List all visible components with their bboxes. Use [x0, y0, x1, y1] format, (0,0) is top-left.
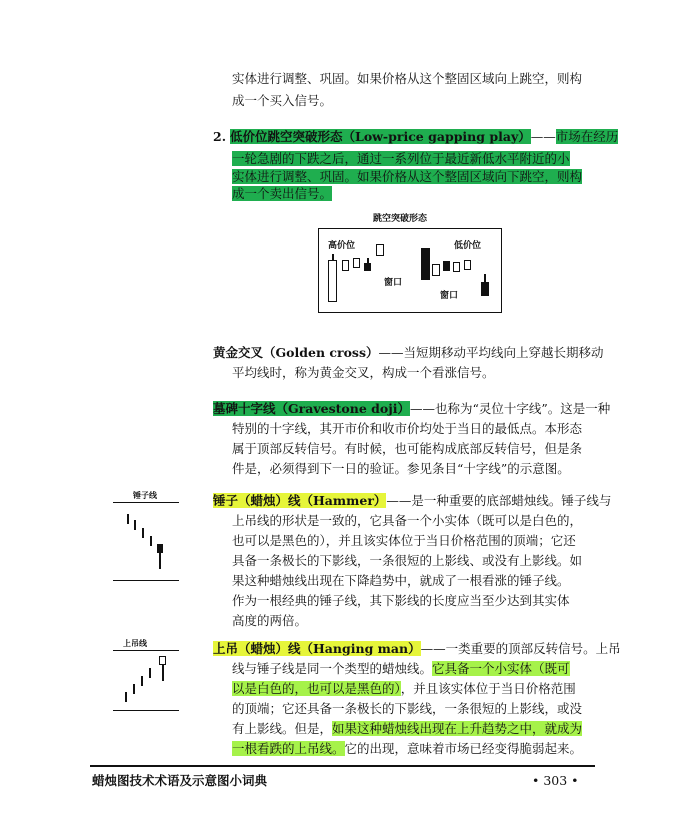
- hanging-man-candle-body: [159, 656, 166, 665]
- item2-dash: ——: [530, 129, 556, 144]
- candle-small-white: [464, 260, 471, 270]
- gravestone-dash: ——: [409, 401, 435, 416]
- item2-line2-text: 一轮急剧的下跌之后，通过一系列位于最近新低水平附近的小: [232, 151, 570, 166]
- hammer-trend-tick: [134, 520, 136, 530]
- hanging-man-bottom-rule: [113, 710, 179, 711]
- hanging-man-trend-tick: [125, 692, 127, 702]
- diagram-top-rule: [318, 228, 502, 229]
- hammer-line-7: 高度的两倍。: [232, 613, 308, 628]
- hammer-line-5: 果这种蜡烛线出现在下降趋势中，就成了一根看涨的锤子线。: [232, 573, 570, 588]
- hanging-man-line3-highlight: 以是白色的，也可以是黑色的）: [232, 681, 401, 696]
- hammer-line-2: 上吊线的形状是一致的，它具备一个小实体（既可以是白色的，: [232, 513, 583, 528]
- hammer-line-3: 也可以是黑色的），并且该实体位于当日价格范围的顶端；它还: [232, 533, 576, 548]
- hammer-dash: ——: [386, 493, 412, 508]
- hanging-man-dash: ——: [420, 641, 446, 656]
- diagram-title: 跳空突破形态: [373, 214, 428, 224]
- hanging-man-line-4: 的顶端；它还具备一条极长的下影线，一条很短的上影线，或没: [232, 701, 583, 716]
- hanging-man-lower-shadow: [162, 665, 164, 681]
- label-window-right: 窗口: [440, 291, 459, 301]
- gravestone-line-3: 属于顶部反转信号。有时候，也可能构成底部反转信号，但是条: [232, 441, 583, 456]
- label-window-left: 窗口: [384, 278, 403, 288]
- hanging-man-line2-highlight: 它具备一个小实体（既可: [432, 661, 570, 676]
- wick: [484, 274, 486, 282]
- hammer-diagram: [113, 490, 179, 582]
- hammer-term: 锤子（蜡烛）线（Hammer）: [213, 493, 387, 508]
- wick: [367, 258, 369, 263]
- hanging-man-line6-highlight: 一根看跌的上吊线。: [232, 741, 345, 756]
- diagram-right-rule: [501, 228, 502, 313]
- label-low-price: 低价位: [454, 241, 482, 251]
- hammer-line1-rest: 是一种重要的底部蜡烛线。锤子线与: [411, 493, 612, 508]
- hammer-trend-tick: [142, 528, 144, 538]
- hanging-man-diagram: [113, 638, 179, 712]
- hanging-man-line-3: [232, 678, 576, 700]
- hammer-line-4: 具备一条极长的下影线，一条很短的上影线、或没有上影线。如: [232, 553, 583, 568]
- hammer-candle-body: [157, 544, 163, 553]
- hammer-bottom-rule: [113, 580, 179, 581]
- candle-small-white: [453, 262, 460, 272]
- hammer-trend-tick: [127, 514, 129, 524]
- hammer-diagram-label: 锤子线: [133, 490, 157, 500]
- golden-cross-line-2: 平均线时，称为黄金交叉，构成一个看涨信号。: [232, 365, 495, 380]
- golden-cross-term: 黄金交叉（Golden cross）: [213, 345, 379, 360]
- item2-term: 低价位跳空突破形态（Low-price gapping play）: [230, 129, 531, 144]
- label-high-price: 高价位: [328, 241, 356, 251]
- item2-line1-rest: 市场在经历: [555, 129, 619, 144]
- candle-small-white: [353, 258, 360, 268]
- candle-tall-black: [421, 248, 430, 280]
- gravestone-term: 墓碑十字线（Gravestone doji）: [213, 401, 410, 416]
- page-number: • 303 •: [532, 773, 579, 788]
- candle-low-black: [481, 282, 489, 296]
- hanging-man-diagram-label: 上吊线: [123, 638, 147, 648]
- hanging-man-line3-rest: ，并且该实体位于当日价格范围: [400, 681, 576, 696]
- hanging-man-line-6: [232, 738, 582, 760]
- hammer-top-rule: [113, 502, 179, 503]
- hanging-man-line6-rest: 它的出现，意味着市场已经变得脆弱起来。: [344, 741, 583, 756]
- item2-line3-text: 实体进行调整、巩固。如果价格从这个整固区域向下跳空，则构: [232, 169, 583, 184]
- candle-small-white: [432, 264, 440, 276]
- candle-small-white: [342, 260, 349, 271]
- intro-line-2: 成一个买入信号。: [232, 93, 333, 108]
- wick: [332, 254, 334, 260]
- hanging-man-trend-tick: [133, 684, 135, 694]
- hanging-man-line-1: [213, 638, 621, 660]
- hammer-line-6: 作为一根经典的锤子线，其下影线的长度应当至少达到其实体: [232, 593, 570, 608]
- hanging-man-line5-highlight: 如果这种蜡烛线出现在上升趋势之中，就成为: [332, 721, 583, 736]
- item2-line-4: [232, 183, 332, 205]
- item2-number: 2.: [213, 129, 227, 144]
- hanging-man-term: 上吊（蜡烛）线（Hanging man）: [213, 641, 421, 656]
- hanging-man-trend-tick: [141, 676, 143, 686]
- intro-line-1: 实体进行调整、巩固。如果价格从这个整固区域向上跳空，则构: [232, 71, 583, 86]
- hammer-line-1: [213, 490, 611, 512]
- gravestone-line1-rest: 也称为“灵位十字线”。这是一种: [434, 401, 611, 416]
- item2-line4-text: 成一个卖出信号。: [232, 186, 333, 201]
- gravestone-line-1: [213, 398, 610, 420]
- golden-cross-dash: ——: [378, 345, 404, 360]
- hanging-man-top-rule: [113, 650, 179, 651]
- footer-rule: [90, 765, 595, 767]
- candle-small-black: [443, 261, 450, 271]
- hanging-man-line-5: [232, 718, 582, 740]
- hanging-man-line2-a: 线与锤子线是同一个类型的蜡烛线。: [232, 661, 433, 676]
- item2-line-1: [213, 126, 618, 148]
- hanging-man-line1-rest: 一类重要的顶部反转信号。上吊: [445, 641, 621, 656]
- candle-high-top: [376, 244, 384, 256]
- candle-tall-white: [328, 260, 337, 302]
- hammer-lower-shadow: [159, 553, 161, 569]
- hammer-trend-tick: [150, 536, 152, 546]
- candle-small-black: [364, 263, 371, 271]
- diagram-left-rule: [318, 228, 319, 313]
- gapping-play-diagram: [318, 208, 502, 314]
- hanging-man-trend-tick: [149, 668, 151, 678]
- gravestone-line-2: 特别的十字线，其开市价和收市价均处于当日的最低点。本形态: [232, 421, 583, 436]
- hanging-man-line5-a: 有上影线。但是，: [232, 721, 333, 736]
- golden-cross-line-1: [213, 342, 604, 364]
- hanging-man-line-2: [232, 658, 570, 680]
- diagram-bottom-rule: [318, 312, 502, 313]
- footer-title: 蜡烛图技术术语及示意图小词典: [92, 773, 268, 788]
- gravestone-line-4: 件是，必须得到下一日的验证。参见条目“十字线”的示意图。: [232, 461, 570, 476]
- golden-cross-line1-rest: 当短期移动平均线向上穿越长期移动: [403, 345, 604, 360]
